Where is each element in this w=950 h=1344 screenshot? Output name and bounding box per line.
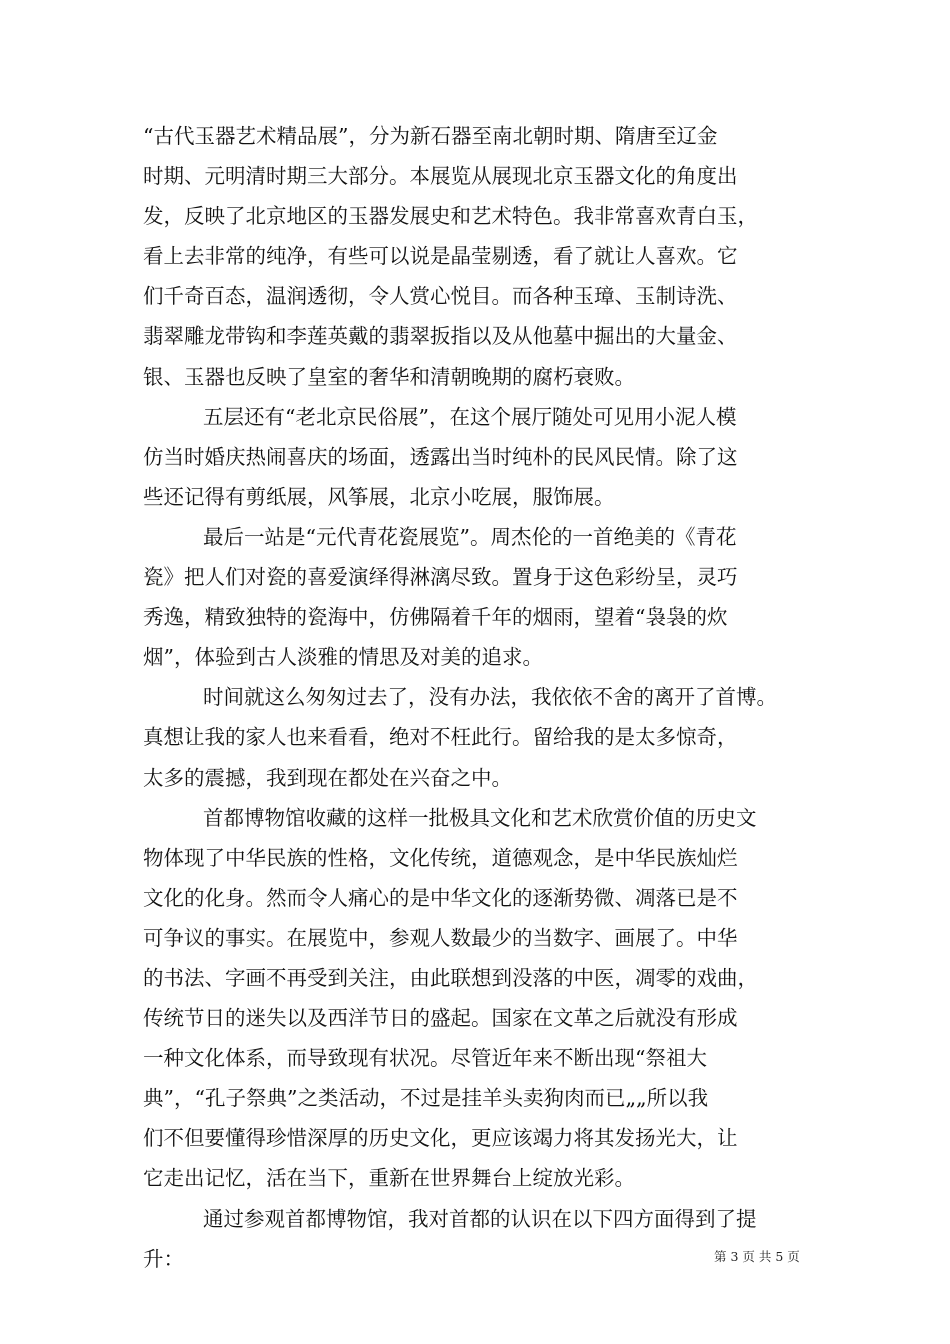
text-line: 时期、元明清时期三大部分。本展览从展现北京玉器文化的角度出 xyxy=(143,164,738,189)
text-line: 些还记得有剪纸展，风筝展，北京小吃展，服饰展。 xyxy=(143,484,615,509)
text-line: 们千奇百态，温润透彻，令人赏心悦目。而各种玉璋、玉制诗洗、 xyxy=(143,284,738,309)
page-footer: 第 3 页 共 5 页 xyxy=(714,1249,800,1264)
text-line: 太多的震撼，我到现在都处在兴奋之中。 xyxy=(143,765,512,790)
text-line: 物体现了中华民族的性格，文化传统，道德观念，是中华民族灿烂 xyxy=(143,845,738,870)
text-line: 典”，“孔子祭典”之类活动，不过是挂羊头卖狗肉而已„„所以我 xyxy=(143,1086,709,1111)
text-line: 首都博物馆收藏的这样一批极具文化和艺术欣赏价值的历史文 xyxy=(203,805,757,830)
text-line: 五层还有“老北京民俗展”，在这个展厅随处可见用小泥人模 xyxy=(203,404,737,429)
text-line: 发，反映了北京地区的玉器发展史和艺术特色。我非常喜欢青白玉， xyxy=(143,204,758,229)
text-line: 秀逸，精致独特的瓷海中，仿佛隔着千年的烟雨，望着“袅袅的炊 xyxy=(143,605,728,630)
text-line: 升： xyxy=(143,1246,184,1271)
text-line: 一种文化体系，而导致现有状况。尽管近年来不断出现“祭祖大 xyxy=(143,1046,707,1071)
text-line: 它走出记忆，活在当下，重新在世界舞台上绽放光彩。 xyxy=(143,1166,635,1191)
text-line: 们不但要懂得珍惜深厚的历史文化，更应该竭力将其发扬光大，让 xyxy=(143,1126,738,1151)
text-line: 的书法、字画不再受到关注，由此联想到没落的中医，凋零的戏曲， xyxy=(143,965,758,990)
document-body xyxy=(143,116,805,1279)
text-line: 真想让我的家人也来看看，绝对不枉此行。留给我的是太多惊奇， xyxy=(143,725,738,750)
text-line: 时间就这么匆匆过去了，没有办法，我依依不舍的离开了首博。 xyxy=(203,685,777,710)
text-line: 瓷》把人们对瓷的喜爱演绎得淋漓尽致。置身于这色彩纷呈，灵巧 xyxy=(143,565,738,590)
text-line: 通过参观首都博物馆，我对首都的认识在以下四方面得到了提 xyxy=(203,1206,757,1231)
text-line: 可争议的事实。在展览中，参观人数最少的当数字、画展了。中华 xyxy=(143,925,738,950)
text-line: 文化的化身。然而令人痛心的是中华文化的逐渐势微、凋落已是不 xyxy=(143,885,738,910)
text-line: 仿当时婚庆热闹喜庆的场面，透露出当时纯朴的民风民情。除了这 xyxy=(143,444,738,469)
text-line: 最后一站是“元代青花瓷展览”。周杰伦的一首绝美的《青花 xyxy=(203,524,737,549)
text-line: 传统节日的迷失以及西洋节日的盛起。国家在文革之后就没有形成 xyxy=(143,1006,738,1031)
text-line: 看上去非常的纯净，有些可以说是晶莹剔透，看了就让人喜欢。它 xyxy=(143,244,738,269)
text-line: 烟”，体验到古人淡雅的情思及对美的追求。 xyxy=(143,645,543,670)
text-line: 银、玉器也反映了皇室的奢华和清朝晚期的腐朽衰败。 xyxy=(143,364,635,389)
text-line: 翡翠雕龙带钩和李莲英戴的翡翠扳指以及从他墓中掘出的大量金、 xyxy=(143,324,738,349)
text-line: “古代玉器艺术精品展”，分为新石器至南北朝时期、隋唐至辽金 xyxy=(143,124,718,148)
